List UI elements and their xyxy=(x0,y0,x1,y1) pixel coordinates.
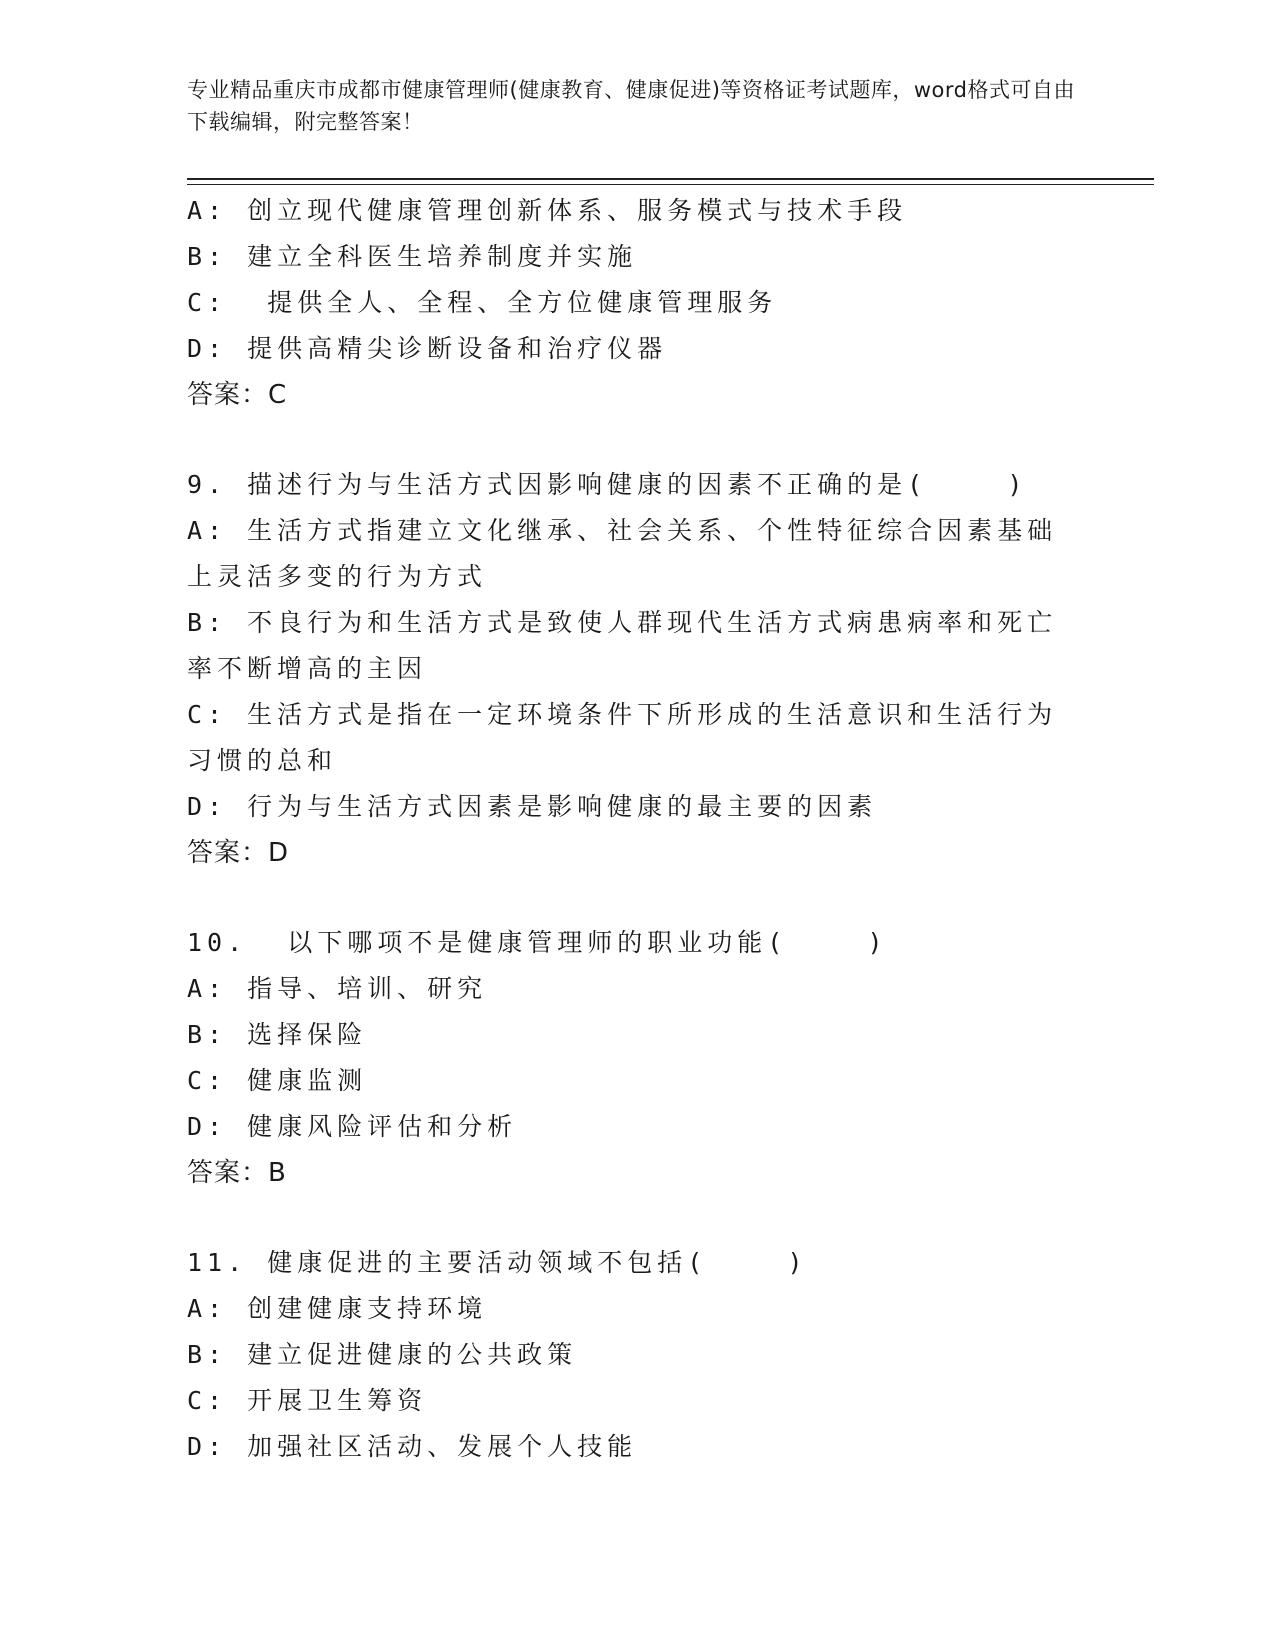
option-b: B: 选择保险 xyxy=(187,1020,368,1049)
option-b: B: 建立全科医生培养制度并实施 xyxy=(187,242,638,271)
option-b: B: 不良行为和生活方式是致使人群现代生活方式病患病率和死亡率不断增高的主因 xyxy=(187,608,1058,683)
option-a: A: 创建健康支持环境 xyxy=(187,1294,488,1323)
question-11 xyxy=(187,1240,1087,1470)
option-c: C: 生活方式是指在一定环境条件下所形成的生活意识和生活行为习惯的总和 xyxy=(187,700,1058,775)
answer: 答案：D xyxy=(187,838,290,868)
question-text: 11. 健康促进的主要活动领域不包括( ) xyxy=(187,1248,808,1277)
option-c: C: 提供全人、全程、全方位健康管理服务 xyxy=(187,288,778,317)
question-text: 9. 描述行为与生活方式因影响健康的因素不正确的是( ) xyxy=(187,470,1028,499)
option-c: C: 开展卫生筹资 xyxy=(187,1386,428,1415)
question-10 xyxy=(187,920,1087,1196)
option-d: D: 提供高精尖诊断设备和治疗仪器 xyxy=(187,334,668,363)
question-9 xyxy=(187,462,1087,876)
header-divider-thin xyxy=(187,184,1154,185)
option-c: C: 健康监测 xyxy=(187,1066,368,1095)
question-text: 10. 以下哪项不是健康管理师的职业功能( ) xyxy=(187,928,888,957)
answer: 答案：B xyxy=(187,1158,287,1188)
option-a: A: 创立现代健康管理创新体系、服务模式与技术手段 xyxy=(187,196,908,225)
option-a: A: 生活方式指建立文化继承、社会关系、个性特征综合因素基础上灵活多变的行为方式 xyxy=(187,516,1058,591)
question-8 xyxy=(187,188,1087,418)
option-d: D: 健康风险评估和分析 xyxy=(187,1112,518,1141)
option-b: B: 建立促进健康的公共政策 xyxy=(187,1340,578,1369)
option-d: D: 加强社区活动、发展个人技能 xyxy=(187,1432,638,1461)
exam-content xyxy=(187,188,1087,1470)
answer: 答案：C xyxy=(187,380,288,410)
option-d: D: 行为与生活方式因素是影响健康的最主要的因素 xyxy=(187,792,878,821)
document-header: 专业精品重庆市成都市健康管理师(健康教育、健康促进)等资格证考试题库，word格式可自由下载编辑，附完整答案！ xyxy=(187,78,1076,134)
option-a: A: 指导、培训、研究 xyxy=(187,974,488,1003)
header-divider xyxy=(187,178,1154,180)
